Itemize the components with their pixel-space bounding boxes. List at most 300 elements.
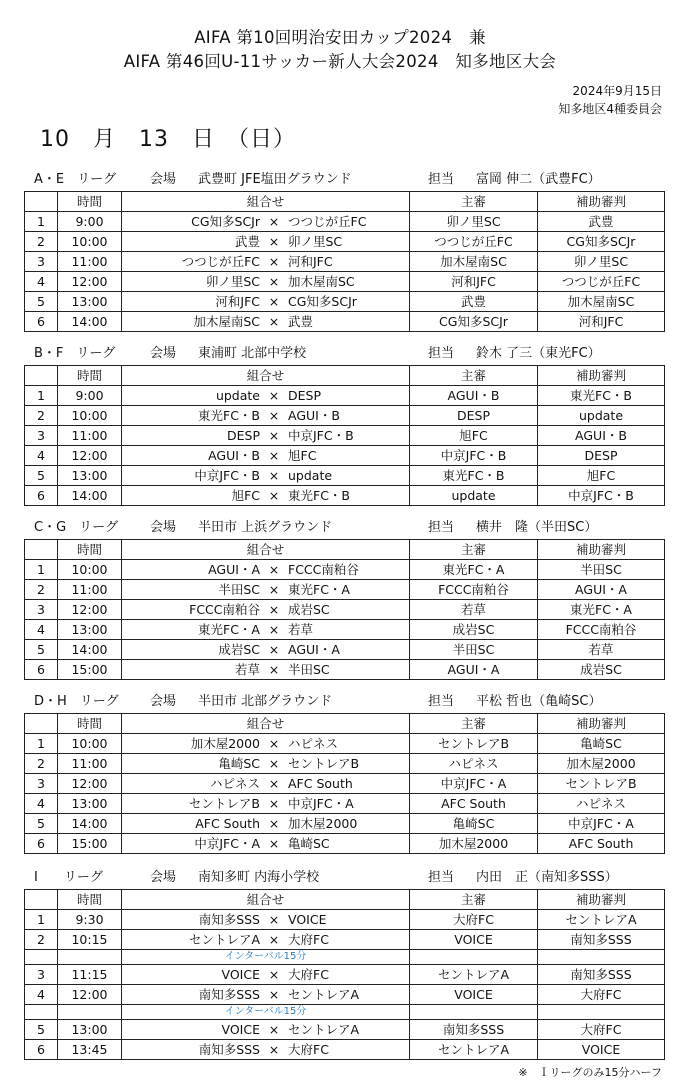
assistant-referee: AGUI・B [538, 426, 665, 446]
interval-blank [58, 1005, 122, 1020]
table-row [25, 814, 665, 834]
col-match: 組合せ [122, 366, 410, 386]
match-no: 2 [25, 754, 58, 774]
assistant-referee: DESP [538, 446, 665, 466]
match-time: 15:00 [58, 834, 122, 854]
table-row [25, 252, 665, 272]
match-no: 1 [25, 386, 58, 406]
match-pairing [122, 1020, 410, 1040]
away-team: AFC South [288, 776, 353, 791]
manager-name: 富岡 伸二（武豊FC） [476, 172, 601, 187]
referee: update [410, 486, 538, 506]
match-time: 14:00 [58, 312, 122, 332]
manager-label: 担当 [428, 346, 455, 361]
home-team: FCCC南粕谷 [189, 602, 260, 617]
away-team: 旭FC [288, 448, 317, 463]
referee: セントレアB [410, 734, 538, 754]
assistant-referee: セントレアA [538, 910, 665, 930]
referee: 加木屋2000 [410, 834, 538, 854]
col-no [25, 192, 58, 212]
match-no: 2 [25, 580, 58, 600]
assistant-referee: 加木屋南SC [538, 292, 665, 312]
col-referee: 主審 [410, 540, 538, 560]
title-line-1: AIFA 第10回明治安田カップ2024 兼 [194, 28, 486, 47]
vs-mark: × [268, 987, 280, 1002]
col-assistant: 補助審判 [538, 714, 665, 734]
home-team: 南知多SSS [198, 912, 260, 927]
match-pairing [122, 426, 410, 446]
home-team: 南知多SSS [198, 1042, 260, 1057]
match-no: 3 [25, 965, 58, 985]
vs-mark: × [268, 796, 280, 811]
match-time: 10:00 [58, 560, 122, 580]
col-no [25, 366, 58, 386]
col-assistant: 補助審判 [538, 192, 665, 212]
home-team: 東光FC・A [198, 622, 260, 637]
col-assistant: 補助審判 [538, 890, 665, 910]
venue-label: 会場 [150, 172, 177, 187]
manager-name: 内田 正（南知多SSS） [476, 870, 618, 885]
pairing [122, 600, 409, 619]
away-team: DESP [288, 388, 321, 403]
interval-blank [410, 1005, 538, 1020]
match-time: 13:00 [58, 466, 122, 486]
match-time: 10:00 [58, 232, 122, 252]
match-no: 1 [25, 734, 58, 754]
match-no: 2 [25, 232, 58, 252]
referee: CG知多SCJr [410, 312, 538, 332]
league-name: B・F リーグ [34, 346, 116, 361]
venue-name: 半田市 上浜グラウンド [198, 520, 333, 535]
assistant-referee: 中京JFC・B [538, 486, 665, 506]
vs-mark: × [268, 756, 280, 771]
pairing [122, 965, 409, 984]
match-pairing [122, 600, 410, 620]
referee: AFC South [410, 794, 538, 814]
pairing [122, 930, 409, 949]
match-no: 6 [25, 834, 58, 854]
home-team: AFC South [195, 816, 260, 831]
col-match: 組合せ [122, 540, 410, 560]
vs-mark: × [268, 214, 280, 229]
assistant-referee: 加木屋2000 [538, 754, 665, 774]
vs-mark: × [268, 448, 280, 463]
pairing [122, 1020, 409, 1039]
vs-mark: × [268, 602, 280, 617]
pairing [122, 312, 409, 331]
match-pairing [122, 930, 410, 950]
match-pairing [122, 486, 410, 506]
vs-mark: × [268, 468, 280, 483]
pairing [122, 794, 409, 813]
col-time: 時間 [58, 714, 122, 734]
col-no [25, 714, 58, 734]
manager-label: 担当 [428, 694, 455, 709]
league-name: D・H リーグ [34, 694, 119, 709]
col-referee: 主審 [410, 714, 538, 734]
referee: 東光FC・B [410, 466, 538, 486]
vs-mark: × [268, 1022, 280, 1037]
assistant-referee: 亀崎SC [538, 734, 665, 754]
away-team: 大府FC [288, 932, 329, 947]
issuer: 知多地区4種委員会 [558, 102, 662, 116]
match-time: 11:15 [58, 965, 122, 985]
home-team: 中京JFC・A [194, 836, 260, 851]
interval-blank [410, 950, 538, 965]
assistant-referee: update [538, 406, 665, 426]
match-no: 3 [25, 774, 58, 794]
match-no: 6 [25, 486, 58, 506]
assistant-referee: ハピネス [538, 794, 665, 814]
match-no: 5 [25, 292, 58, 312]
section-header [34, 520, 664, 536]
match-no: 4 [25, 272, 58, 292]
away-team: 卯ノ里SC [288, 234, 343, 249]
home-team: 成岩SC [218, 642, 260, 657]
referee: 亀崎SC [410, 814, 538, 834]
table-row [25, 312, 665, 332]
manager-name: 鈴木 了三（東光FC） [476, 346, 601, 361]
interval-blank [58, 950, 122, 965]
referee: 東光FC・A [410, 560, 538, 580]
manager-name: 横井 隆（半田SC） [476, 520, 598, 535]
match-no: 6 [25, 1040, 58, 1060]
table-row [25, 910, 665, 930]
match-pairing [122, 640, 410, 660]
away-team: 若草 [288, 622, 314, 637]
away-team: AGUI・A [288, 642, 340, 657]
match-pairing [122, 910, 410, 930]
referee: AGUI・B [410, 386, 538, 406]
referee: 南知多SSS [410, 1020, 538, 1040]
referee: 中京JFC・B [410, 446, 538, 466]
assistant-referee: AFC South [538, 834, 665, 854]
table-row [25, 754, 665, 774]
assistant-referee: 大府FC [538, 1020, 665, 1040]
match-time: 13:00 [58, 620, 122, 640]
match-no: 6 [25, 312, 58, 332]
match-pairing [122, 406, 410, 426]
table-row [25, 580, 665, 600]
vs-mark: × [268, 388, 280, 403]
referee: VOICE [410, 930, 538, 950]
referee: VOICE [410, 985, 538, 1005]
away-team: FCCC南粕谷 [288, 562, 359, 577]
assistant-referee: FCCC南粕谷 [538, 620, 665, 640]
away-team: セントレアA [288, 1022, 360, 1037]
table-row [25, 292, 665, 312]
home-team: VOICE [221, 1022, 260, 1037]
away-team: 大府FC [288, 967, 329, 982]
table-row [25, 426, 665, 446]
schedule-table [24, 539, 665, 680]
match-pairing [122, 754, 410, 774]
interval-blank [25, 1005, 58, 1020]
match-time: 12:00 [58, 446, 122, 466]
match-no: 2 [25, 406, 58, 426]
match-time: 12:00 [58, 272, 122, 292]
match-pairing [122, 212, 410, 232]
away-team: 加木屋2000 [288, 816, 358, 831]
referee: 加木屋南SC [410, 252, 538, 272]
table-row [25, 985, 665, 1005]
away-team: 加木屋南SC [288, 274, 355, 289]
pairing [122, 386, 409, 405]
table-header-row [25, 192, 665, 212]
col-referee: 主審 [410, 366, 538, 386]
pairing [122, 272, 409, 291]
assistant-referee: 南知多SSS [538, 965, 665, 985]
pairing [122, 1040, 409, 1059]
pairing [122, 446, 409, 465]
match-time: 13:00 [58, 1020, 122, 1040]
vs-mark: × [268, 816, 280, 831]
vs-mark: × [268, 234, 280, 249]
assistant-referee: 東光FC・A [538, 600, 665, 620]
match-time: 9:00 [58, 386, 122, 406]
match-pairing [122, 446, 410, 466]
away-team: VOICE [288, 912, 327, 927]
away-team: つつじが丘FC [288, 214, 367, 229]
table-header-row [25, 714, 665, 734]
pairing [122, 252, 409, 271]
col-no [25, 890, 58, 910]
home-team: 亀崎SC [218, 756, 260, 771]
vs-mark: × [268, 488, 280, 503]
vs-mark: × [268, 314, 280, 329]
home-team: 武豊 [234, 234, 260, 249]
match-time: 10:00 [58, 406, 122, 426]
match-pairing [122, 312, 410, 332]
away-team: 中京JFC・A [288, 796, 354, 811]
match-pairing [122, 834, 410, 854]
match-pairing [122, 560, 410, 580]
referee: 旭FC [410, 426, 538, 446]
pairing [122, 620, 409, 639]
table-row [25, 1040, 665, 1060]
match-date: 10 月 13 日 （日） [40, 127, 296, 152]
table-row [25, 446, 665, 466]
schedule-table [24, 889, 665, 1060]
assistant-referee: 大府FC [538, 985, 665, 1005]
home-team: セントレアA [188, 932, 260, 947]
assistant-referee: 成岩SC [538, 660, 665, 680]
match-no: 3 [25, 600, 58, 620]
away-team: update [288, 468, 333, 483]
match-time: 9:30 [58, 910, 122, 930]
match-pairing [122, 794, 410, 814]
match-pairing [122, 660, 410, 680]
venue-name: 半田市 北部グラウンド [198, 694, 333, 709]
match-pairing [122, 292, 410, 312]
section-header [34, 346, 664, 362]
table-row [25, 560, 665, 580]
home-team: 加木屋南SC [193, 314, 260, 329]
match-time: 15:00 [58, 660, 122, 680]
away-team: セントレアA [288, 987, 360, 1002]
col-time: 時間 [58, 366, 122, 386]
issued-date: 2024年9月15日 [572, 84, 662, 98]
pairing [122, 560, 409, 579]
match-no: 1 [25, 212, 58, 232]
away-team: セントレアB [288, 756, 360, 771]
referee: つつじが丘FC [410, 232, 538, 252]
away-team: 東光FC・B [288, 488, 350, 503]
match-pairing [122, 985, 410, 1005]
venue-label: 会場 [150, 870, 177, 885]
away-team: AGUI・B [288, 408, 340, 423]
home-team: 河和JFC [215, 294, 260, 309]
table-row [25, 794, 665, 814]
table-header-row [25, 540, 665, 560]
col-time: 時間 [58, 890, 122, 910]
venue-label: 会場 [150, 694, 177, 709]
referee: DESP [410, 406, 538, 426]
col-match: 組合せ [122, 714, 410, 734]
schedule-table [24, 365, 665, 506]
match-time: 13:00 [58, 794, 122, 814]
match-time: 13:45 [58, 1040, 122, 1060]
referee: 大府FC [410, 910, 538, 930]
away-team: 河和JFC [288, 254, 333, 269]
vs-mark: × [268, 642, 280, 657]
referee: セントレアA [410, 1040, 538, 1060]
match-time: 11:00 [58, 580, 122, 600]
table-row [25, 272, 665, 292]
match-pairing [122, 580, 410, 600]
section-header [34, 870, 664, 886]
away-team: 亀崎SC [288, 836, 330, 851]
referee: 成岩SC [410, 620, 538, 640]
home-team: 旭FC [231, 488, 260, 503]
match-no: 5 [25, 814, 58, 834]
venue-name: 南知多町 内海小学校 [198, 870, 320, 885]
vs-mark: × [268, 582, 280, 597]
away-team: ハピネス [288, 736, 339, 751]
pairing [122, 734, 409, 753]
match-pairing [122, 620, 410, 640]
col-referee: 主審 [410, 890, 538, 910]
pairing [122, 774, 409, 793]
home-team: つつじが丘FC [181, 254, 260, 269]
match-no: 3 [25, 426, 58, 446]
vs-mark: × [268, 1042, 280, 1057]
section-header [34, 172, 664, 188]
home-team: 中京JFC・B [194, 468, 260, 483]
match-time: 11:00 [58, 754, 122, 774]
venue-label: 会場 [150, 346, 177, 361]
match-no: 5 [25, 640, 58, 660]
table-row [25, 600, 665, 620]
pairing [122, 232, 409, 251]
table-row [25, 212, 665, 232]
manager-name: 平松 哲也（亀崎SC） [476, 694, 602, 709]
match-no: 4 [25, 794, 58, 814]
match-pairing [122, 965, 410, 985]
match-pairing [122, 466, 410, 486]
vs-mark: × [268, 967, 280, 982]
table-header-row [25, 890, 665, 910]
assistant-referee: 半田SC [538, 560, 665, 580]
table-row [25, 930, 665, 950]
referee: 河和JFC [410, 272, 538, 292]
home-team: 半田SC [218, 582, 260, 597]
home-team: 卯ノ里SC [205, 274, 260, 289]
manager-label: 担当 [428, 870, 455, 885]
col-match: 組合せ [122, 192, 410, 212]
home-team: AGUI・A [208, 562, 260, 577]
referee: FCCC南粕谷 [410, 580, 538, 600]
pairing [122, 406, 409, 425]
match-pairing [122, 814, 410, 834]
match-pairing [122, 232, 410, 252]
home-team: 加木屋2000 [190, 736, 260, 751]
referee: 中京JFC・A [410, 774, 538, 794]
home-team: 南知多SSS [198, 987, 260, 1002]
col-match: 組合せ [122, 890, 410, 910]
col-no [25, 540, 58, 560]
pairing [122, 292, 409, 311]
interval-row [25, 1005, 665, 1020]
assistant-referee: 中京JFC・A [538, 814, 665, 834]
vs-mark: × [268, 736, 280, 751]
assistant-referee: 河和JFC [538, 312, 665, 332]
away-team: 大府FC [288, 1042, 329, 1057]
assistant-referee: CG知多SCJr [538, 232, 665, 252]
match-no: 4 [25, 620, 58, 640]
home-team: 東光FC・B [198, 408, 260, 423]
manager-label: 担当 [428, 520, 455, 535]
referee: AGUI・A [410, 660, 538, 680]
pairing [122, 754, 409, 773]
table-row [25, 774, 665, 794]
home-team: VOICE [221, 967, 260, 982]
interval-blank [538, 950, 665, 965]
referee: 若草 [410, 600, 538, 620]
away-team: 半田SC [288, 662, 330, 677]
vs-mark: × [268, 408, 280, 423]
home-team: セントレアB [188, 796, 260, 811]
table-row [25, 734, 665, 754]
venue-name: 東浦町 北部中学校 [198, 346, 307, 361]
title-line-2: AIFA 第46回U-11サッカー新人大会2024 知多地区大会 [123, 52, 557, 71]
interval-row [25, 950, 665, 965]
vs-mark: × [268, 932, 280, 947]
match-time: 10:00 [58, 734, 122, 754]
pairing [122, 426, 409, 445]
league-name: I リーグ [34, 870, 103, 885]
pairing [122, 580, 409, 599]
away-team: 東光FC・A [288, 582, 350, 597]
match-no: 1 [25, 910, 58, 930]
match-no: 2 [25, 930, 58, 950]
match-time: 12:00 [58, 600, 122, 620]
assistant-referee: 卯ノ里SC [538, 252, 665, 272]
col-time: 時間 [58, 540, 122, 560]
pairing [122, 640, 409, 659]
assistant-referee: セントレアB [538, 774, 665, 794]
home-team: DESP [227, 428, 260, 443]
league-name: A・E リーグ [34, 172, 117, 187]
vs-mark: × [268, 622, 280, 637]
referee: ハピネス [410, 754, 538, 774]
match-time: 12:00 [58, 985, 122, 1005]
pairing [122, 660, 409, 679]
pairing [122, 212, 409, 231]
manager-label: 担当 [428, 172, 455, 187]
match-pairing [122, 1040, 410, 1060]
schedule-table [24, 713, 665, 854]
